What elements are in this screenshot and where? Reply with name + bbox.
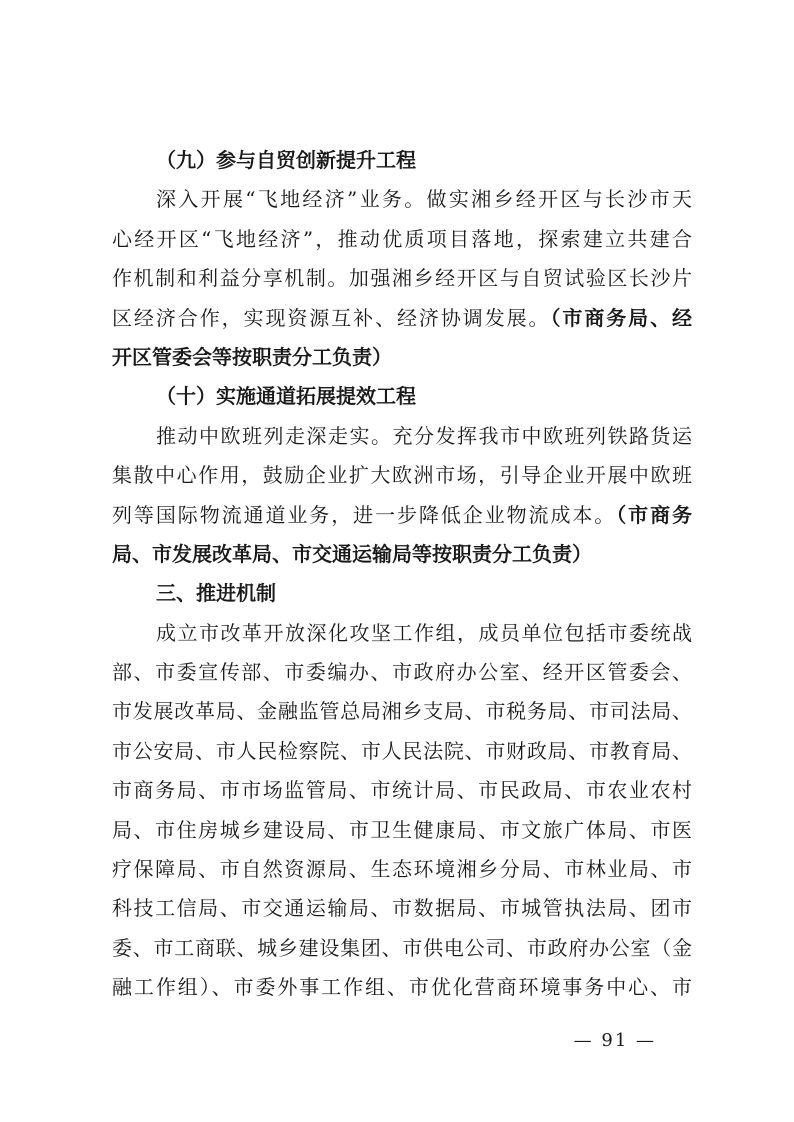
text-segment: 部、市委宣传部、市委编办、市政府办公室、经开区管委会、	[112, 660, 692, 685]
text-segment: 成立市改革开放深化攻坚工作组，成员单位包括市委统战	[156, 620, 692, 645]
text-segment: 市公安局、市人民检察院、市人民法院、市财政局、市教育局、	[112, 738, 692, 763]
text-line	[112, 456, 692, 495]
text-segment: 市发展改革局、金融监管总局湘乡支局、市税务局、市司法局、	[112, 699, 692, 724]
text-line	[112, 220, 692, 259]
bold-text-segment: 开区管委会等按职责分工负责）	[112, 344, 392, 369]
text-line	[112, 535, 692, 574]
body-text	[112, 141, 692, 1008]
text-segment: 作机制和利益分享机制。加强湘乡经开区与自贸试验区长沙片	[112, 266, 692, 291]
text-line	[112, 692, 692, 731]
text-line	[112, 180, 692, 219]
text-segment: 融工作组）、市委外事工作组、市优化营商环境事务中心、市	[112, 975, 692, 1000]
bold-text-segment: 局、市发展改革局、市交通运输局等按职责分工负责）	[112, 541, 592, 566]
text-segment: 集散中心作用，鼓励企业扩大欧洲市场，引导企业开展中欧班	[112, 463, 692, 488]
text-line	[112, 259, 692, 298]
text-line	[112, 771, 692, 810]
page-number: — 91 —	[573, 1030, 656, 1051]
text-segment: 疗保障局、市自然资源局、生态环境湘乡分局、市林业局、市	[112, 857, 692, 882]
text-segment: 心经开区“飞地经济”，推动优质项目落地，探索建立共建合	[112, 226, 692, 251]
text-line	[112, 299, 692, 338]
bold-text-segment: 三、推进机制	[156, 581, 276, 606]
text-line	[112, 929, 692, 968]
text-segment: 深入开展“飞地经济”业务。做实湘乡经开区与长沙市天	[156, 187, 692, 212]
text-line	[112, 732, 692, 771]
text-line	[112, 417, 692, 456]
text-line	[112, 377, 692, 416]
text-line	[112, 141, 692, 180]
text-line	[112, 889, 692, 928]
text-segment: 推动中欧班列走深走实。充分发挥我市中欧班列铁路货运	[156, 423, 692, 448]
text-line	[112, 653, 692, 692]
text-line	[112, 614, 692, 653]
text-segment: 局、市住房城乡建设局、市卫生健康局、市文旅广体局、市医	[112, 817, 692, 842]
text-line	[112, 574, 692, 613]
text-line	[112, 496, 692, 535]
text-segment: 市商务局、市市场监管局、市统计局、市民政局、市农业农村	[112, 778, 692, 803]
text-line	[112, 850, 692, 889]
text-line	[112, 338, 692, 377]
text-segment: 区经济合作，实现资源互补、经济协调发展。	[112, 305, 551, 330]
text-segment: 列等国际物流通道业务，进一步降低企业物流成本。	[112, 502, 617, 527]
bold-text-segment: （市商务局、经	[550, 305, 692, 330]
bold-text-segment: （九）参与自贸创新提升工程	[156, 148, 416, 172]
text-segment: 科技工信局、市交通运输局、市数据局、市城管执法局、团市	[112, 896, 692, 921]
text-line	[112, 968, 692, 1007]
text-segment: 委、市工商联、城乡建设集团、市供电公司、市政府办公室（金	[112, 935, 692, 960]
bold-text-segment: （十）实施通道拓展提效工程	[156, 384, 416, 409]
bold-text-segment: （市商务	[616, 502, 692, 527]
text-line	[112, 811, 692, 850]
